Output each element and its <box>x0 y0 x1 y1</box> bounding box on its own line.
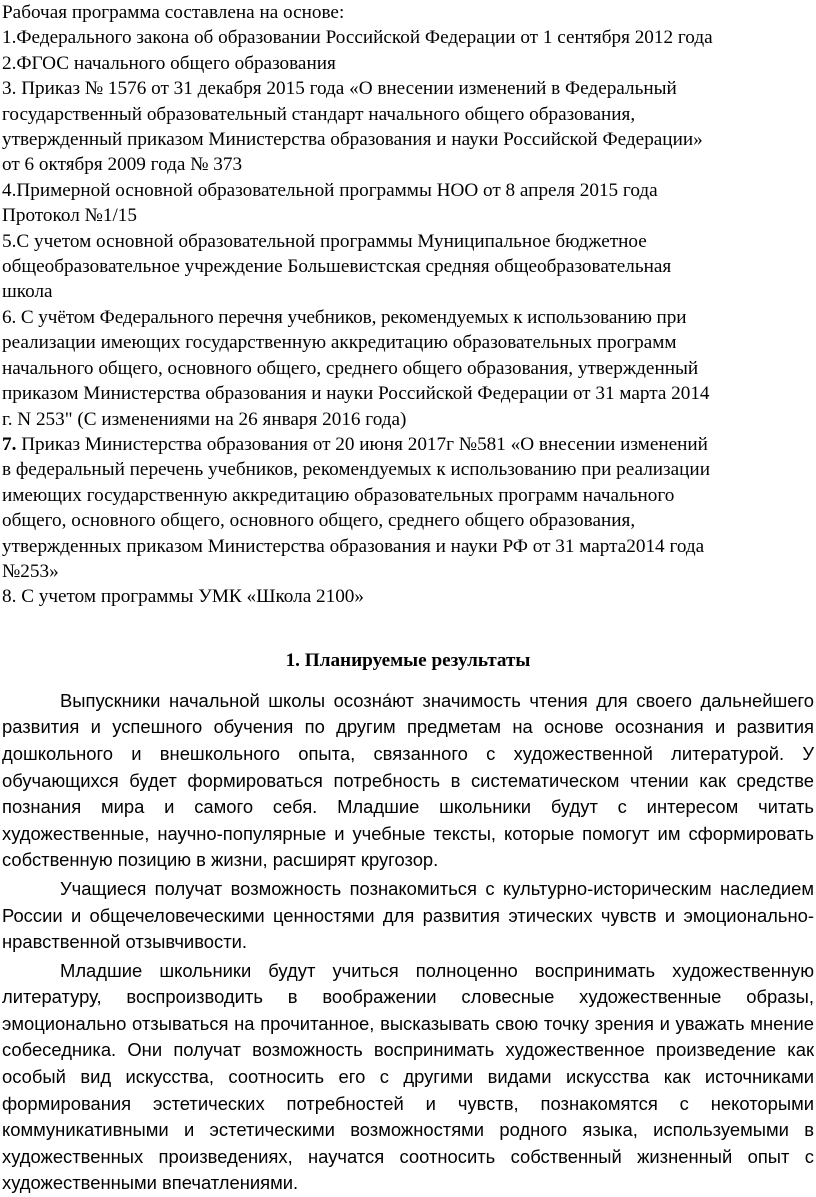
paragraph-text: Выпускники начальной школы осозна́ют значимость чтения для своего дальнейшего развития и успешного обучения по другим предметам на основе осознания и развития дошкольного и внешкольного опыта, связанного с художественной литературой. У обучающихся будет формироваться потребность в систематическом чтении как средстве познания мира и самого себя. Младшие школьники будут с интересом читать художественные, научно-популярные и учебные тексты, которые помогут им сформировать собственную позицию в жизни, расширят кругозор. <box>2 689 814 871</box>
section-title: 1. Планируемые результаты <box>285 649 531 671</box>
basis-item-line: имеющих государственную аккредитацию образовательных программ начального <box>2 484 675 506</box>
basis-item-line: г. N 253" (С изменениями на 26 января 2016 года) <box>2 408 407 430</box>
basis-item-line: государственный образовательный стандарт начального общего образования, <box>2 103 636 125</box>
basis-item-line: №253» <box>2 560 59 582</box>
basis-item-line: 4.Примерной основной образовательной программы НОО от 8 апреля 2015 года <box>2 179 658 201</box>
basis-item-line: утвержденных приказом Министерства образования и науки РФ от 31 марта2014 года <box>2 535 705 557</box>
basis-item-line: утвержденный приказом Министерства образования и науки Российской Федерации» <box>2 129 703 151</box>
basis-item-6 <box>2 305 814 432</box>
basis-item-5 <box>2 229 814 305</box>
paragraph-text: Учащиеся получат возможность познакомиться с культурно-историческим наследием России и общечеловеческими ценностями для развития этических чувств и эмоционально-нравственной отзывчивости. <box>2 877 814 953</box>
basis-item-line: 1.Федерального закона об образовании Российской Федерации от 1 сентября 2012 года <box>2 27 713 49</box>
basis-item-line: Протокол №1/15 <box>2 205 137 227</box>
basis-item-line: школа <box>2 281 53 303</box>
paragraph-text: Младшие школьники будут учиться полноценно воспринимать художественную литературу, воспроизводить в воображении словесные художественные образы, эмоционально отзываться на прочитанное, высказывать свою точку зрения и уважать мнение собеседника. Они получат возможность воспринимать художественное произведение как особый вид искусства, соотносить его с другими видами искусства как источниками формирования эстетических потребностей и чувств, познакомятся с некоторыми коммуникативными и эстетическими возможностями родного языка, используемыми в художественных произведениях, научатся соотносить собственный жизненный опыт с художественными впечатлениями. <box>2 959 814 1194</box>
basis-item-2 <box>2 51 814 76</box>
basis-item-line: 8. С учетом программы УМК «Школа 2100» <box>2 586 364 608</box>
basis-item-1 <box>2 25 814 50</box>
basis-item-text: Приказ Министерства образования от 20 июня 2017г №581 «О внесении изменений <box>16 433 708 455</box>
basis-item-line: общего, основного общего, основного общего, среднего общего образования, <box>2 510 636 532</box>
basis-item-line: 3. Приказ № 1576 от 31 декабря 2015 года «О внесении изменений в Федеральный <box>2 78 677 100</box>
basis-item-line: от 6 октября 2009 года № 373 <box>2 154 243 176</box>
basis-item-3 <box>2 76 814 178</box>
basis-item-line: 6. С учётом Федерального перечня учебников, рекомендуемых к использованию при <box>2 306 687 328</box>
basis-item-line: реализации имеющих государственную аккредитацию образовательных программ <box>2 332 677 354</box>
body-paragraph <box>2 958 814 1197</box>
basis-item-line <box>2 432 814 457</box>
basis-item-line: общеобразовательное учреждение Большевистская средняя общеобразовательная <box>2 256 672 278</box>
basis-item-line: в федеральный перечень учебников, рекомендуемых к использованию при реализации <box>2 459 710 481</box>
basis-item-8 <box>2 584 814 609</box>
basis-intro: Рабочая программа составлена на основе: <box>2 2 345 23</box>
basis-item-7 <box>2 432 814 584</box>
basis-item-line: приказом Министерства образования и науки Российской Федерации от 31 марта 2014 <box>2 383 710 405</box>
basis-item-line: 5.С учетом основной образовательной программы Муниципальное бюджетное <box>2 230 647 252</box>
basis-item-line: 2.ФГОС начального общего образования <box>2 52 336 74</box>
section-spacer <box>2 674 814 688</box>
body-paragraph <box>2 688 814 874</box>
section-spacer <box>2 610 814 648</box>
basis-item-4 <box>2 178 814 229</box>
basis-item-line: начального общего, основного общего, среднего общего образования, утвержденный <box>2 357 699 379</box>
body-paragraph <box>2 876 814 956</box>
basis-item-number: 7. <box>2 433 17 455</box>
